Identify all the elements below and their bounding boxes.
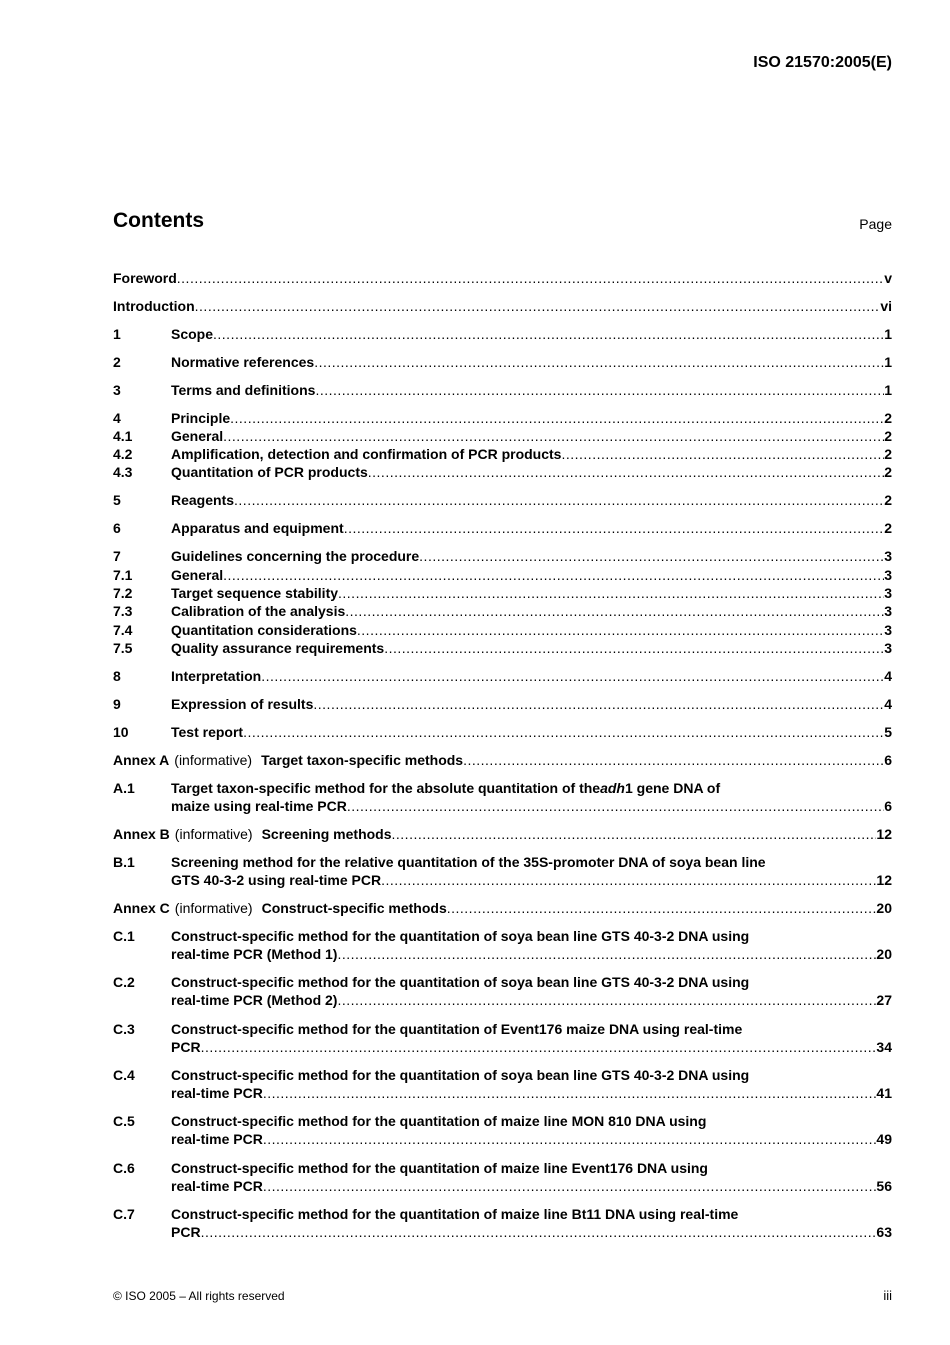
toc-entry-4-1[interactable] <box>113 427 892 445</box>
toc-entry-number: C.3 <box>113 1021 135 1037</box>
toc-entry-page: 41 <box>876 1085 892 1101</box>
annex-qualifier: (informative) <box>174 826 253 842</box>
toc-entry-7[interactable] <box>113 547 892 565</box>
toc-entry-c-6[interactable] <box>113 1159 892 1195</box>
toc-entry-number: 9 <box>113 696 121 712</box>
toc-entry-page: v <box>884 270 892 286</box>
toc-entry-page: 5 <box>884 724 892 740</box>
toc-entry-page: 2 <box>884 428 892 444</box>
toc-entry-title: Principle <box>171 410 231 426</box>
toc-entry-number: 7.2 <box>113 585 133 601</box>
toc-entry-number: 7.1 <box>113 567 133 583</box>
toc-entry-10[interactable] <box>113 723 892 741</box>
toc-entry-page: 12 <box>876 826 892 842</box>
toc-entry-title-line2: real-time PCR (Method 2) <box>171 992 338 1008</box>
toc-entry-title: Amplification, detection and confirmation of PCR products <box>171 446 562 462</box>
toc-entry-number: C.5 <box>113 1113 135 1129</box>
toc-entry-annex-a[interactable] <box>113 751 892 769</box>
toc-entry-number: 4.3 <box>113 464 133 480</box>
toc-entry-page: 20 <box>876 900 892 916</box>
toc-entry-title: Foreword <box>113 270 177 286</box>
toc-entry-page: vi <box>880 298 892 314</box>
toc-entry-title-line2: GTS 40-3-2 using real-time PCR <box>171 872 382 888</box>
toc-entry-page: 27 <box>876 992 892 1008</box>
toc-entry-page: 63 <box>876 1224 892 1240</box>
toc-entry-4[interactable] <box>113 409 892 427</box>
toc-entry-2[interactable] <box>113 353 892 371</box>
toc-entry-c-7[interactable] <box>113 1205 892 1241</box>
toc-entry-7-4[interactable] <box>113 621 892 639</box>
toc-entry-foreword[interactable] <box>113 269 892 287</box>
toc-entry-title-line1: Construct-specific method for the quantitation of soya bean line GTS 40-3-2 DNA using <box>171 928 750 944</box>
toc-entry-9[interactable] <box>113 695 892 713</box>
toc-entry-page: 3 <box>884 640 892 656</box>
toc-entry-3[interactable] <box>113 381 892 399</box>
toc-entry-number: 7 <box>113 548 121 564</box>
toc-entry-number: 3 <box>113 382 121 398</box>
toc-entry-title-line2: real-time PCR <box>171 1085 263 1101</box>
toc-entry-title: Quality assurance requirements <box>171 640 385 656</box>
toc-entry-page: 2 <box>884 520 892 536</box>
toc-entry-4-2[interactable] <box>113 445 892 463</box>
toc-entry-page: 34 <box>876 1039 892 1055</box>
toc-entry-number: 7.4 <box>113 622 133 638</box>
toc-entry-page: 4 <box>884 668 892 684</box>
toc-entry-page: 3 <box>884 585 892 601</box>
toc-entry-7-5[interactable] <box>113 639 892 657</box>
toc-entry-title-line1: Construct-specific method for the quantitation of Event176 maize DNA using real-time <box>171 1021 743 1037</box>
toc-entry-7-2[interactable] <box>113 584 892 602</box>
toc-entry-introduction[interactable] <box>113 297 892 315</box>
toc-entry-title: Scope <box>171 326 214 342</box>
toc-entry-number: 2 <box>113 354 121 370</box>
page-title: Contents <box>113 209 204 232</box>
toc-entry-title: Quantitation considerations <box>171 622 357 638</box>
copyright-notice: © ISO 2005 – All rights reserved <box>113 1289 285 1303</box>
annex-qualifier: (informative) <box>174 752 253 768</box>
toc-entry-number: A.1 <box>113 780 135 796</box>
toc-entry-c-2[interactable] <box>113 973 892 1009</box>
toc-entry-page: 6 <box>884 798 892 814</box>
toc-entry-title-line1: Target taxon-specific method for the absolute quantitation of the adh 1 gene DNA of <box>171 780 721 796</box>
toc-entry-title-line2: maize using real-time PCR <box>171 798 347 814</box>
toc-entry-page: 1 <box>884 326 892 342</box>
toc-entry-title-line2: real-time PCR (Method 1) <box>171 946 338 962</box>
annex-qualifier: (informative) <box>174 900 253 916</box>
toc-entry-7-1[interactable] <box>113 566 892 584</box>
toc-entry-page: 2 <box>884 464 892 480</box>
toc-entry-title-line2: real-time PCR <box>171 1131 263 1147</box>
page-column-label: Page <box>859 216 892 232</box>
toc-entry-7-3[interactable] <box>113 602 892 620</box>
toc-entry-page: 2 <box>884 446 892 462</box>
toc-entry-page: 4 <box>884 696 892 712</box>
toc-entry-title: Target sequence stability <box>171 585 339 601</box>
toc-entry-number: 4.1 <box>113 428 133 444</box>
toc-entry-number: 7.5 <box>113 640 133 656</box>
toc-entry-number: 5 <box>113 492 121 508</box>
annex-label: Annex A <box>113 752 170 768</box>
toc-entry-title: Interpretation <box>171 668 262 684</box>
toc-entry-page: 3 <box>884 603 892 619</box>
toc-entry-title-line1: Construct-specific method for the quantitation of soya bean line GTS 40-3-2 DNA using <box>171 1067 750 1083</box>
toc-entry-title-line1: Construct-specific method for the quantitation of maize line Bt11 DNA using real-time <box>171 1206 739 1222</box>
toc-entry-page: 6 <box>884 752 892 768</box>
toc-entry-b-1[interactable] <box>113 853 892 889</box>
toc-entry-annex-b[interactable] <box>113 825 892 843</box>
toc-entry-number: C.1 <box>113 928 135 944</box>
toc-entry-4-3[interactable] <box>113 463 892 481</box>
toc-entry-title: Quantitation of PCR products <box>171 464 368 480</box>
toc-entry-title-line2: PCR <box>171 1224 201 1240</box>
toc-entry-number: C.4 <box>113 1067 135 1083</box>
toc-entry-page: 56 <box>876 1178 892 1194</box>
toc-entry-c-5[interactable] <box>113 1112 892 1148</box>
toc-entry-page: 49 <box>876 1131 892 1147</box>
toc-entry-title: Calibration of the analysis <box>171 603 346 619</box>
toc-entry-title: Introduction <box>113 298 195 314</box>
toc-entry-number: 1 <box>113 326 121 342</box>
toc-entry-6[interactable] <box>113 519 892 537</box>
toc-entry-page: 2 <box>884 410 892 426</box>
toc-entry-page: 3 <box>884 567 892 583</box>
toc-entry-a-1[interactable] <box>113 779 892 815</box>
annex-label: Annex B <box>113 826 170 842</box>
page-number: iii <box>883 1288 892 1303</box>
toc-entry-title: Terms and definitions <box>171 382 316 398</box>
toc-entry-page: 3 <box>884 548 892 564</box>
toc-entry-8[interactable] <box>113 667 892 685</box>
toc-entry-number: 6 <box>113 520 121 536</box>
toc-entry-number: B.1 <box>113 854 135 870</box>
toc-entry-5[interactable] <box>113 491 892 509</box>
toc-entry-title-line1: Construct-specific method for the quantitation of maize line Event176 DNA using <box>171 1160 708 1176</box>
toc-entry-c-4[interactable] <box>113 1066 892 1102</box>
toc-entry-title: Guidelines concerning the procedure <box>171 548 420 564</box>
toc-entry-number: C.2 <box>113 974 135 990</box>
toc-entry-number: 10 <box>113 724 129 740</box>
toc-entry-title: Test report <box>171 724 244 740</box>
document-id: ISO 21570:2005(E) <box>753 54 892 71</box>
toc-entry-annex-c[interactable] <box>113 899 892 917</box>
toc-entry-title: Normative references <box>171 354 315 370</box>
toc-entry-title-line1: Construct-specific method for the quantitation of maize line MON 810 DNA using <box>171 1113 707 1129</box>
toc-entry-title-line2: real-time PCR <box>171 1178 263 1194</box>
toc-entry-page: 12 <box>876 872 892 888</box>
toc-entry-c-1[interactable] <box>113 927 892 963</box>
toc-entry-number: 4.2 <box>113 446 133 462</box>
toc-entry-title: Reagents <box>171 492 235 508</box>
toc-entry-title: Screening methods <box>261 826 392 842</box>
toc-entry-number: 8 <box>113 668 121 684</box>
toc-entry-title-line2: PCR <box>171 1039 201 1055</box>
toc-entry-title: General <box>171 428 224 444</box>
toc-entry-title-line1: Screening method for the relative quantitation of the 35S-promoter DNA of soya bean line <box>171 854 766 870</box>
toc-entry-page: 20 <box>876 946 892 962</box>
toc-entry-title: Target taxon-specific methods <box>261 752 464 768</box>
toc-entry-title: Apparatus and equipment <box>171 520 344 536</box>
toc-entry-1[interactable] <box>113 325 892 343</box>
toc-entry-number: 4 <box>113 410 121 426</box>
toc-entry-number: C.7 <box>113 1206 135 1222</box>
toc-entry-page: 3 <box>884 622 892 638</box>
toc-entry-title: General <box>171 567 224 583</box>
toc-entry-c-3[interactable] <box>113 1020 892 1056</box>
toc-entry-title: Expression of results <box>171 696 314 712</box>
toc-entry-number: C.6 <box>113 1160 135 1176</box>
toc-entry-page: 1 <box>884 354 892 370</box>
toc-entry-page: 2 <box>884 492 892 508</box>
toc-entry-number: 7.3 <box>113 603 133 619</box>
toc-entry-title-line1: Construct-specific method for the quantitation of soya bean line GTS 40-3-2 DNA using <box>171 974 750 990</box>
toc-entry-page: 1 <box>884 382 892 398</box>
toc-entry-title: Construct-specific methods <box>261 900 447 916</box>
annex-label: Annex C <box>113 900 170 916</box>
